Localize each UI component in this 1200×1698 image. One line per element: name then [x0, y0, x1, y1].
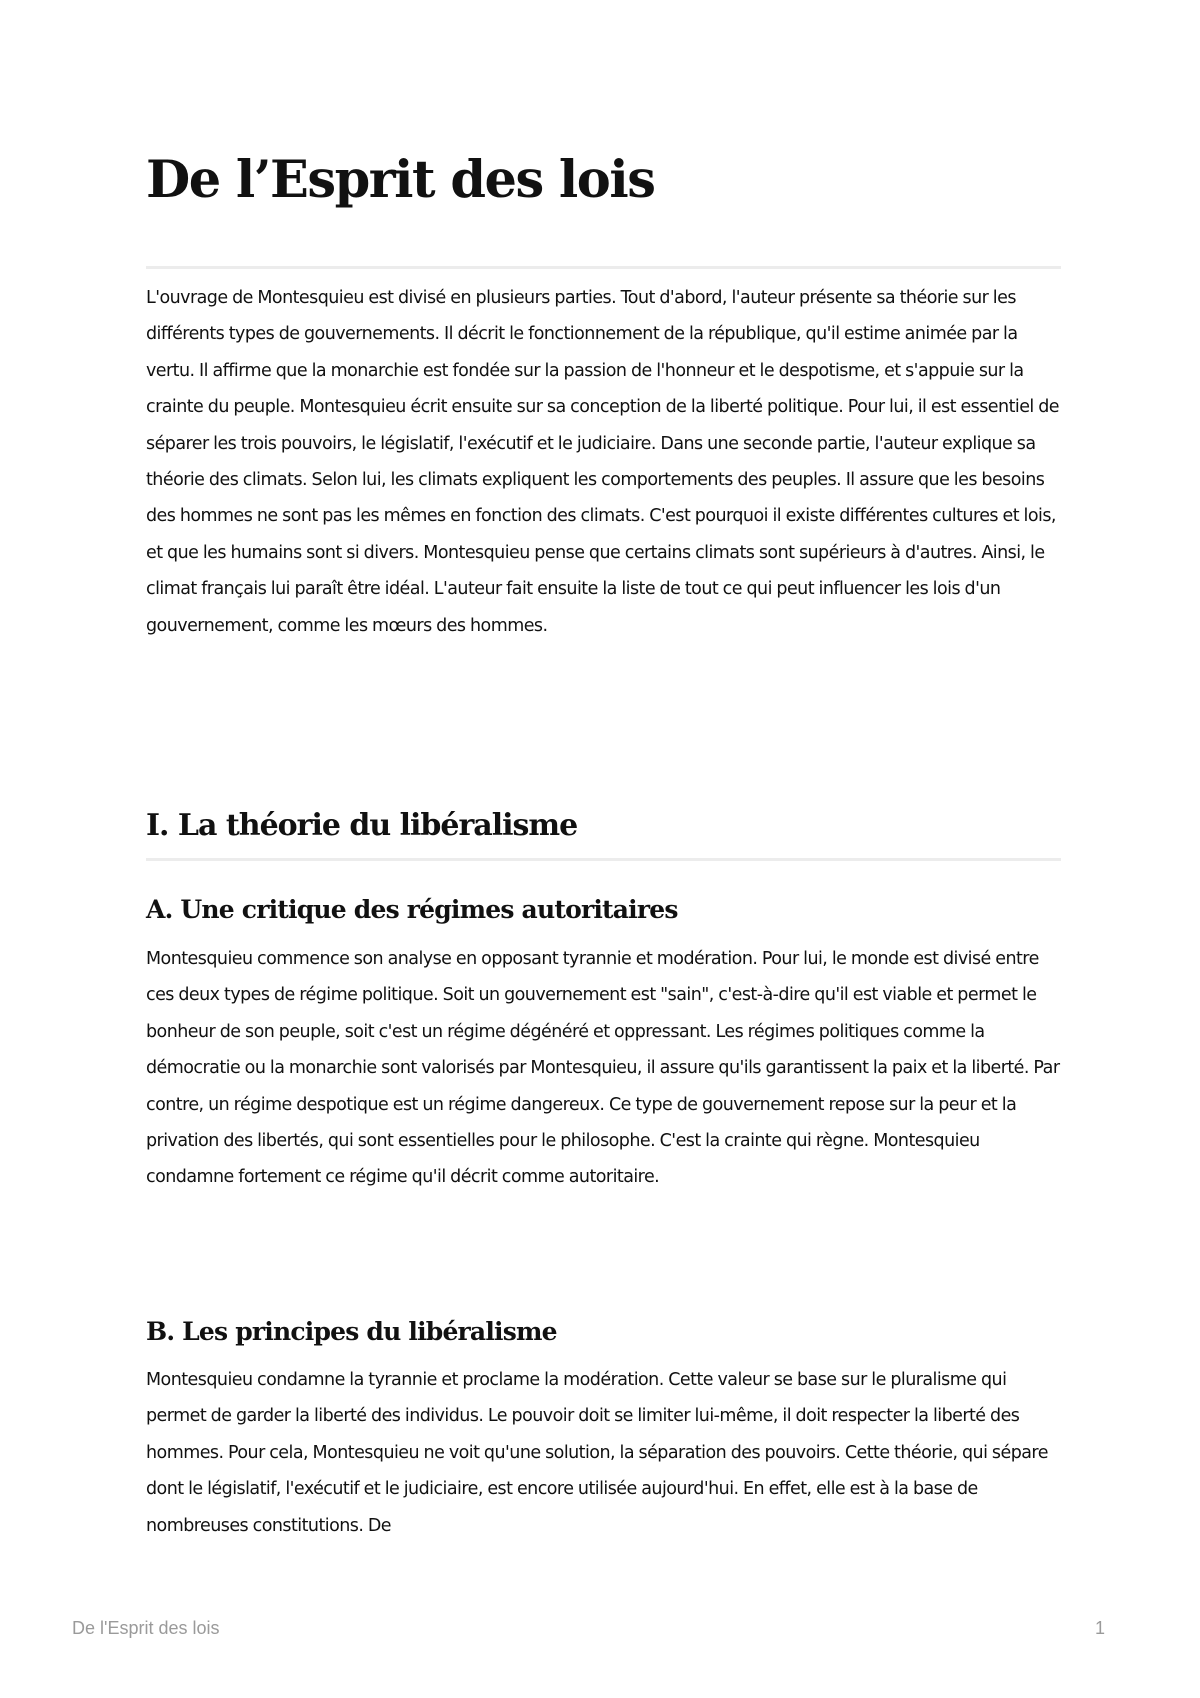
- section-1-divider: [146, 858, 1061, 861]
- footer-page-number: 1: [1094, 1618, 1105, 1638]
- title-divider: [146, 266, 1061, 269]
- subsection-a-paragraph: Montesquieu commence son analyse en opposant tyrannie et modération. Pour lui, le monde est divisé entre ces deux types de régime politique. Soit un gouvernement est "sain", c'est-à-dire qu'il est viable et permet le bonheur de son peuple, soit c'est un régime dégénéré et oppressant. Les régimes politiques comme la démocratie ou la monarchie sont valorisés par Montesquieu, il assure qu'ils garantissent la paix et la liberté. Par contre, un régime despotique est un régime dangereux. Ce type de gouvernement repose sur la peur et la privation des libertés, qui sont essentielles pour le philosophe. C'est la crainte qui règne. Montesquieu condamne fortement ce régime qu'il décrit comme autoritaire.: [146, 949, 1060, 1188]
- section-1-heading: I. La théorie du libéralisme: [146, 808, 578, 843]
- document-title: De l’Esprit des lois: [146, 150, 655, 210]
- footer-document-name: De l'Esprit des lois: [72, 1618, 220, 1638]
- intro-paragraph: L'ouvrage de Montesquieu est divisé en plusieurs parties. Tout d'abord, l'auteur présente sa théorie sur les différents types de gouvernements. Il décrit le fonctionnement de la république, qu'il estime animée par la vertu. Il affirme que la monarchie est fondée sur la passion de l'honneur et le despotisme, et s'appuie sur la crainte du peuple. Montesquieu écrit ensuite sur sa conception de la liberté politique. Pour lui, il est essentiel de séparer les trois pouvoirs, le législatif, l'exécutif et le judiciaire. Dans une seconde partie, l'auteur explique sa théorie des climats. Selon lui, les climats expliquent les comportements des peuples. Il assure que les besoins des hommes ne sont pas les mêmes en fonction des climats. C'est pourquoi il existe différentes cultures et lois, et que les humains sont si divers. Montesquieu pense que certains climats sont supérieurs à d'autres. Ainsi, le climat français lui paraît être idéal. L'auteur fait ensuite la liste de tout ce qui peut influencer les lois d'un gouvernement, comme les mœurs des hommes.: [146, 288, 1060, 636]
- subsection-a-heading: A. Une critique des régimes autoritaires: [146, 895, 678, 924]
- subsection-b-paragraph: Montesquieu condamne la tyrannie et proclame la modération. Cette valeur se base sur le pluralisme qui permet de garder la liberté des individus. Le pouvoir doit se limiter lui-même, il doit respecter la liberté des hommes. Pour cela, Montesquieu ne voit qu'une solution, la séparation des pouvoirs. Cette théorie, qui sépare dont le législatif, l'exécutif et le judiciaire, est encore utilisée aujourd'hui. En effet, elle est à la base de nombreuses constitutions. De: [146, 1370, 1048, 1536]
- subsection-b-heading: B. Les principes du libéralisme: [146, 1317, 557, 1346]
